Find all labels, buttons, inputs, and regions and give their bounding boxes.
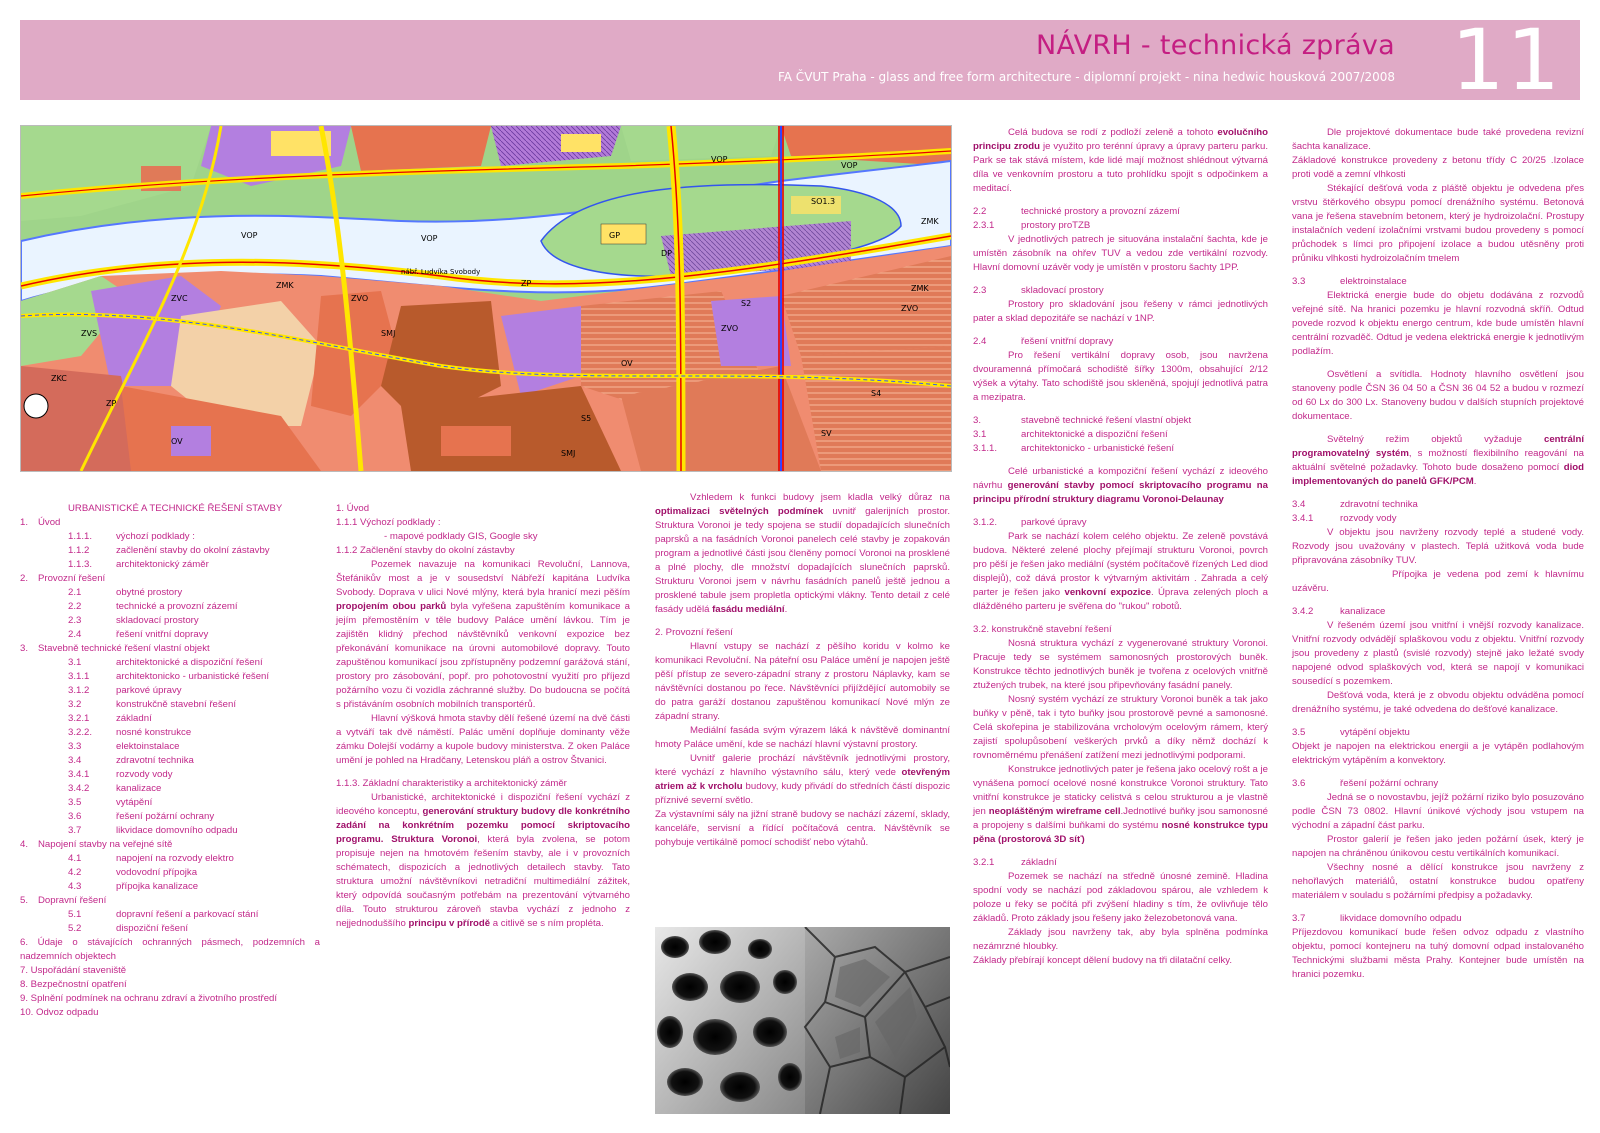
section-heading: 3.4 zdravotní technika — [1292, 499, 1418, 510]
toc-item-number: 4.3 — [68, 881, 82, 892]
paragraph: Urbanistické, architektonické i dispoziční řešení vychází z ideového konceptu, generování struktury budovy dle konkrétního zadání na konkrétním pozemku pomocí skriptovacího programu. Struktura Voronoi, která byla zvolena, se potom propisuje nejen na hmotovém řešením stavby, ale i v provozních schématech, dispozicích a jednotlivých detailech stavby. Tato struktura umožní návštěvníkovi netradiční multimediální zážitek, který odpovídá současným potřebám na prezentování výtvarného díla. Touto strukturou zároveň stavba vychází z jednoho z nejjednoduššího principu v přírodě a citlivě se s ním propléta. — [336, 792, 630, 929]
section-heading: 1.1.3. Základní charakteristiky a architektonický záměr — [336, 778, 567, 789]
paragraph: Základy přebírají koncept dělení budovy na tři dilatační celky. — [973, 955, 1232, 966]
toc-item — [20, 698, 320, 712]
toc-item-number: 2.4 — [68, 629, 82, 640]
toc-item-number: 1. — [20, 517, 29, 528]
toc-item-label: nosné konstrukce — [116, 727, 192, 738]
toc-item-label: konstrukčně stavební řešení — [116, 699, 236, 710]
paragraph: Osvětlení a svítidla. Hodnoty hlavního osvětlení jsou stanoveny podle ČSN 36 04 50 a ČSN 36 04 52 a budou v rozmezí od 60 Lx do 300 Lx. Stanoveny budou v dalších stupních projektové dokumentace. — [1292, 369, 1584, 422]
paragraph: Světelný režim objektů vyžaduje centrální programovatelný systém, s možností flexibilního reagování na aktuální světelné požadavky. Tohoto bude dosaženo pomocí diod implementovaných do panelů GFK/PCM. — [1292, 434, 1585, 487]
paragraph: Nosný systém vychází ze struktury Voronoi buněk a tak jako buňky v pěně, tak i tyto buňky jsou prostorově pevné a samonosné. Celá skořepina je stabilizována vrcholovým ocelovým rámem, který zajistí spolupůsobení veškerých prvků a díky němž dochází k rovnoměrnému přenášení zatížení mezi jednotlivými podporami. — [973, 694, 1268, 761]
toc-item — [20, 894, 320, 908]
toc-item-number: 2.1 — [68, 587, 82, 598]
toc-item-number: 4.2 — [68, 867, 82, 878]
toc-item-number: 3.2 — [68, 699, 82, 710]
toc-item-label: Napojení stavby na veřejné sítě — [38, 839, 173, 850]
toc-item-label: vodovodní přípojka — [116, 867, 198, 878]
map-label: ZKC — [51, 374, 67, 383]
toc-item-number: 4.1 — [68, 853, 82, 864]
toc-item-label: dispoziční řešení — [116, 923, 188, 934]
section-heading: 2.3 skladovací prostory — [973, 285, 1104, 296]
paragraph: Základové konstrukce provedeny z betonu třídy C 20/25 .Izolace proti vodě a zemní vlhkosti — [1292, 155, 1584, 180]
paragraph: Nosná struktura vychází z vygenerované struktury Voronoi. Pracuje tedy se systémem samonosných prostorových buněk. Konstrukce těchto jednotlivých buněk je tvořena z ocelových vnitřně ztužených trubek, na které jsou připevňovány fasádní panely. — [973, 638, 1268, 691]
section-heading: 3.4.1 rozvody vody — [1292, 513, 1397, 524]
paragraph: Vzhledem k funkci budovy jsem kladla velký důraz na optimalizaci světelných podmínek uvnitř galerijních prostor. Struktura Voronoi je tedy spojena se studií dopadajících slunečních paprsků a na fasádních Voronoi panelech celé stavby je zopakován program a jednotlivé části jsou členěny pomocí Voronoi na prosklené a plné plochy, dle množství dopadajících slunečních paprsků. Strukturu Voronoi jsem v návrhu fasádních panelů ještě jednou a prosklené tabule jsem propletla optickými vlákny. Tento detail z celé fasády udělá fasádu mediální. — [655, 492, 950, 615]
toc-item — [20, 880, 320, 894]
toc-item — [20, 712, 320, 726]
toc-item-number: 3.1.2 — [68, 685, 90, 696]
section-heading: 2.2 technické prostory a provozní zázemí — [973, 206, 1180, 217]
toc-column — [20, 502, 320, 1020]
paragraph: Celá budova se rodí z podloží zeleně a tohoto evolučního principu zrodu je využito pro terénní úpravy a úpravy parteru parku. Park se tak stává místem, kde lidé mají možnost shlédnout výtvarná díla ve venkovním prostoru a tuto prohlídku spojit s odpočinkem a meditací. — [973, 127, 1268, 194]
toc-item-label: zdravotní technika — [116, 755, 194, 766]
map-label: ZVO — [721, 324, 739, 333]
toc-item — [20, 544, 320, 558]
toc-item — [20, 810, 320, 824]
toc-item-label: začlenění stavby do okolní zástavby — [116, 545, 270, 556]
toc-item-number: 3.4.1 — [68, 769, 90, 780]
toc-item-label: Dopravní řešení — [38, 895, 107, 906]
section-heading: 3.1 architektonické a dispoziční řešení — [973, 429, 1168, 440]
toc-item-number: 2.2 — [68, 601, 82, 612]
paragraph: Přípojka je vedena pod zemí k hlavnímu uzávěru. — [1292, 569, 1584, 594]
toc-item-label: elektoinstalace — [116, 741, 180, 752]
section-heading: 3.4.2 kanalizace — [1292, 606, 1386, 617]
list-item: - mapové podklady GIS, Google sky — [384, 531, 538, 542]
section-heading: 3.2. konstrukčně stavební řešení — [973, 624, 1112, 635]
section-heading: 3.3 elektroinstalace — [1292, 276, 1407, 287]
toc-item-number: 2. — [20, 573, 29, 584]
voronoi-structure-photo — [655, 927, 950, 1114]
map-label: ZVS — [81, 329, 98, 338]
toc-item-number: 3.7 — [68, 825, 82, 836]
toc-item-number: 3.2.1 — [68, 713, 90, 724]
map-label: S5 — [581, 414, 592, 423]
toc-item-number: 4. — [20, 839, 29, 850]
toc-item — [20, 530, 320, 544]
toc-item-label: obytné prostory — [116, 587, 183, 598]
intro-column — [336, 502, 630, 931]
paragraph: Uvnitř galerie prochází návštěvník jednotlivými prostory, které vychází z hlavního výstavního sálu, který vede otevřeným atriem až k vrcholu budovy, kudy přivádí do středních částí dispozic příznivé severní světlo. — [655, 753, 950, 806]
toc-item-number: 3.3 — [68, 741, 82, 752]
toc-item-label: kanalizace — [116, 783, 162, 794]
map-label: ZMK — [911, 284, 929, 293]
section-heading: 2. Provozní řešení — [655, 627, 733, 638]
toc-item-number: 5. — [20, 895, 29, 906]
map-label: VOP — [241, 231, 258, 240]
map-label: VOP — [841, 161, 858, 170]
toc-item-label: architektonický záměr — [116, 559, 209, 570]
toc-item-number: 2.3 — [68, 615, 82, 626]
section-heading: 3.7 likvidace domovního odpadu — [1292, 913, 1462, 924]
toc-item: 7. Uspořádání staveniště — [20, 965, 127, 976]
toc-item-label: řešení požární ochrany — [116, 811, 215, 822]
toc-item-label: architektonicko - urbanistické řešení — [116, 671, 270, 682]
toc-item-label: skladovací prostory — [116, 615, 199, 626]
section-heading: 3.1.1. architektonicko - urbanistické řešení — [973, 443, 1175, 454]
toc-item-number: 3.4 — [68, 755, 82, 766]
paragraph: Dle projektové dokumentace bude také provedena revizní šachta kanalizace. — [1292, 127, 1584, 152]
paragraph: Za výstavními sály na jižní straně budovy se nachází zázemí, sklady, kanceláře, servisní a řídící počítačová centra. Návštěvník se pohybuje vertikálně pomocí schodišť nebo výtahů. — [655, 809, 950, 848]
paragraph: V řešeném území jsou vnitřní i vnější rozvody kanalizace. Vnitřní rozvody odvádějí splaškovou vodu z objektu. Vnitřní rozvody jsou provedeny z plastů (svislé rozvody) stejně jako ležaté svody napojené odvod splaškových vod, která se napojí v komunikaci sousedící s pozemkem. — [1292, 620, 1584, 687]
section-heading: 1.1.1 Výchozí podklady : — [336, 517, 441, 528]
toc-item — [20, 824, 320, 838]
toc-item — [20, 656, 320, 670]
map-label: nábř. Ludvíka Svobody — [401, 268, 481, 276]
paragraph: V jednotlivých patrech je situována instalační šachta, kde je umístěn zásobník na ohřev TUV a vedou zde vertikální rozvody. Hlavní domovní uzávěr vody je umístěn v prostoru šachty 1PP. — [973, 234, 1268, 273]
section-heading: 3. stavebně technické řešení vlastní objekt — [973, 415, 1192, 426]
section-heading: 3.5 vytápění objektu — [1292, 727, 1410, 738]
paragraph: Elektrická energie bude do objetu dodávána z rozvodů veřejné sítě. Na hranici pozemku je hlavní rozvodná skříň. Odtud povede rozvod k objektu energo centrum, kde bude umístěn hlavní centrální rozvaděč. Odtud je vedena elektrická energie k jednotlivým podlažím. — [1292, 290, 1584, 357]
toc-item — [20, 754, 320, 768]
toc-item-label: řešení vnitřní dopravy — [116, 629, 209, 640]
paragraph: Pro řešení vertikální dopravy osob, jsou navržena dvouramenná přímočará schodiště šířky 1300m, obsahující 2/12 výšek a výtahy. Tato schodiště jsou skleněná, spojují jednotlivá patra a mezipatra. — [973, 350, 1268, 403]
map-label: DP — [661, 249, 672, 258]
paragraph: Hlavní vstupy se nachází z pěšího koridu v kolmo ke komunikaci Revoluční. Na páteřní osu Paláce umění je napojen ještě pěší přístup ze severo-západní strany z prostoru Náplavky, kam se návštěvníci dostanou po řece. Návštěvníci přijíždějící automobily se do patra garáží dostanou zapuštěnou komunikací Nové mlýn ze západní strany. — [655, 641, 950, 722]
section-heading: 1.1.2 Začlenění stavby do okolní zástavby — [336, 545, 515, 556]
toc-item-label: vytápění — [116, 797, 153, 808]
section-heading: 2.4 řešení vnitřní dopravy — [973, 336, 1114, 347]
toc-item — [20, 838, 320, 852]
toc-item — [20, 922, 320, 936]
paragraph: V objektu jsou navrženy rozvody teplé a studené vody. Rozvody jsou uvažovány v plastech. Teplá užitková voda bude připravována zásobníky TUV. — [1292, 527, 1584, 566]
toc-item-label: Stavebně technické řešení vlastní objekt — [38, 643, 210, 654]
paragraph: Mediální fasáda svým výrazem láká k návštěvě dominantní hmoty Paláce umění, kde se nachází hlavní výstavní prostory. — [655, 725, 950, 750]
toc-item-number: 3. — [20, 643, 29, 654]
toc-item-number: 1.1.2 — [68, 545, 90, 556]
paragraph: Všechny nosné a dělící konstrukce jsou navrženy z nehořlavých materiálů, ostatní konstrukce budou opatřeny materiálem v souladu s požárními předpisy a požadavky. — [1292, 862, 1584, 901]
toc-item-number: 3.4.2 — [68, 783, 90, 794]
toc-item-label: základní — [116, 713, 152, 724]
map-label: OV — [621, 359, 633, 368]
paragraph: Dešťová voda, která je z obvodu objektu odváděna pomocí drenážního systému, je také odvedena do dešťové kanalizace. — [1292, 690, 1584, 715]
map-label: ZMK — [921, 217, 939, 226]
paragraph: Pozemek navazuje na komunikaci Revoluční, Lannova, Štefánikův most a je v sousedství Nábřeží kapitána Ludvíka Svobody. Doprava v ulici Nové mlýny, která byla hranicí mezi pěším propojením obou parků byla vyřešena zapuštěním komunikace a jejím přemostěním v těle budovy Paláce umění lávkou. Tím je zajištěn klidný přechod návštěvníků venkovní expozice bez překonávání komunikace na úrovni automobilové dopravy. Touto zapuštěnou komunikací jsou zpřístupněny podzemní garážová stání, prostory pro zásobování, popř. pro pohotovostní využití pro příjezd požárního vozu či vozidla záchranné služby. Do budoucna se počítá s přistáváním osobních mobilních transportérů. — [336, 559, 630, 710]
paragraph: Prostory pro skladování jsou řešeny v rámci jednotlivých pater a sklad depozitáře se nachází v 1NP. — [973, 299, 1268, 324]
map-label: SO1.3 — [811, 197, 836, 206]
paragraph: Základy jsou navrženy tak, aby byla splněna podmínka nezámrzné hloubky. — [973, 927, 1268, 952]
toc-item-number: 3.6 — [68, 811, 82, 822]
map-label: GP — [609, 231, 621, 240]
toc-item-number: 3.1 — [68, 657, 82, 668]
toc-item — [20, 908, 320, 922]
section-heading: 2.3.1 prostory proTZB — [973, 220, 1091, 231]
toc-item — [20, 866, 320, 880]
map-label: ZVO — [351, 294, 369, 303]
toc-item — [20, 614, 320, 628]
paragraph: Příjezdovou komunikací bude řešen odvoz odpadu z vlastního objektu, pomocí kontejneru na tuhý domovní odpad instalovaného Technickými službami města Prahy. Kontejner bude umístěn na hranici pozemku. — [1292, 927, 1584, 980]
map-label: ZVO — [901, 304, 919, 313]
urban-plan-map — [20, 125, 952, 472]
paragraph: Hlavní výšková hmota stavby dělí řešené území na dvě části a vytváří tak dvě náměstí. Palác umění doplňuje dominanty věže zámku Dolejší vodárny a kupole budovy ministerstva. Z oken Paláce umění je pohled na Hradčany, Letenskou pláň a ostrov Štvanici. — [336, 713, 630, 766]
toc-item-label: výchozí podklady : — [116, 531, 195, 542]
toc-item — [20, 628, 320, 642]
paragraph: Park se nachází kolem celého objektu. Ze zeleně povstává budova. Některé zelené plochy přejímají strukturu Voronoi, povrch pro pěší je řešen jako mediální (systém počítačově řízených Led diod displejů), což dává prostor k výtvarným aktivitám . Zahrada a celý parter je řešen jako venkovní expozice. Úprava zelených ploch a dlážděného parteru je svěřena do "rukou" robotů. — [973, 531, 1269, 612]
toc-item-label: Provozní řešení — [38, 573, 106, 584]
map-label: SMJ — [381, 329, 396, 338]
toc-item-label: architektonické a dispoziční řešení — [116, 657, 263, 668]
page-subtitle: FA ČVUT Praha - glass and free form architecture - diplomní projekt - nina hedwic housková 2007/2008 — [777, 70, 1395, 84]
paragraph: Konstrukce jednotlivých pater je řešena jako ocelový rošt a je vynášena pomocí ocelové nosné konstrukce Voronoi struktury. Tato vnitřní konstrukce je staticky celistvá s celou strukturou a je vlastně jen neopláštěným wireframe cell.Jednotlivé buňky jsou samonosné a propojeny s dalšími buňkami do systému nosné konstrukce typu pěna (prostorová 3D síť) — [973, 764, 1268, 845]
toc-item: 6. Údaje o stávajících ochranných pásmech, podzemních a nadzemních objektech — [20, 937, 320, 962]
toc-item — [20, 600, 320, 614]
map-label: ZMK — [276, 281, 294, 290]
map-label: S4 — [871, 389, 882, 398]
map-label: ZP — [521, 279, 532, 288]
toc-item-label: parkové úpravy — [116, 685, 182, 696]
toc-item-number: 3.5 — [68, 797, 82, 808]
installations-column — [1292, 126, 1584, 982]
toc-item-label: rozvody vody — [116, 769, 173, 780]
map-label: VOP — [421, 234, 438, 243]
toc-item — [20, 670, 320, 684]
map-label: S2 — [741, 299, 752, 308]
header-banner — [20, 11, 1580, 109]
toc-item — [20, 586, 320, 600]
toc-tail — [20, 936, 320, 1020]
toc-item-label: napojení na rozvody elektro — [116, 853, 234, 864]
toc-item — [20, 796, 320, 810]
toc-item — [20, 852, 320, 866]
toc-item-number: 3.2.2. — [68, 727, 93, 738]
toc-item-number: 5.1 — [68, 909, 82, 920]
section-heading: 3.1.2. parkové úpravy — [973, 517, 1087, 528]
voronoi-photo-drawing — [655, 927, 950, 1114]
section-heading: 1. Úvod — [336, 503, 370, 514]
map-drawing — [21, 126, 951, 471]
paragraph: Prostor galerií je řešen jako jeden požární úsek, který je napojen na chráněnou únikovou cestu vertikálních komunikací. — [1292, 834, 1584, 859]
toc-item — [20, 740, 320, 754]
toc-item: 8. Bezpečnostní opatření — [20, 979, 127, 990]
map-label: OV — [171, 437, 183, 446]
provoz-column — [655, 491, 950, 850]
toc-item-number: 5.2 — [68, 923, 82, 934]
toc-item — [20, 782, 320, 796]
toc-item-label: přípojka kanalizace — [116, 881, 199, 892]
paragraph: Stékající dešťová voda z pláště objektu je odvedena přes vrstvu štěrkového obsypu pomocí drenážního systému. Betonová vana je řešena stavebním betonem, který je hydroizolační. Prostupy instalačních vedení izolačními vrstvami budou provedeny s pomocí průchodek s límci pro připojení izolace a budou utěsněny proti průniku vlhkosti hydroizolačním tmelem — [1292, 183, 1584, 264]
map-label: ZVC — [171, 294, 188, 303]
tech-column — [973, 126, 1268, 968]
paragraph: Jedná se o novostavbu, jejíž požární riziko bylo posuzováno podle ČSN 73 0802. Hlavní únikové východy jsou vstupem na východní a západní část parku. — [1292, 792, 1584, 831]
toc-item-number: 1.1.1. — [68, 531, 93, 542]
toc-item-label: dopravní řešení a parkovací stání — [116, 909, 259, 920]
toc-item — [20, 642, 320, 656]
paragraph: Celé urbanistické a kompoziční řešení vychází z ideového návrhu generování stavby pomocí skriptovacího programu na principu přírodní struktury diagramu Voronoi-Delaunay — [973, 466, 1268, 505]
toc-item-number: 1.1.3. — [68, 559, 93, 570]
toc-heading: URBANISTICKÉ A TECHNICKÉ ŘEŠENÍ STAVBY — [68, 503, 283, 514]
map-label: SV — [821, 429, 832, 438]
paragraph: Objekt je napojen na elektrickou energii a je vytápěn podlahovým elektrickým vytápěním a konvektory. — [1292, 741, 1584, 766]
section-heading: 3.6 řešení požární ochrany — [1292, 778, 1439, 789]
page-number: 11 — [1451, 11, 1562, 109]
map-label: VOP — [711, 155, 728, 164]
map-label: SMJ — [561, 449, 576, 458]
section-heading: 3.2.1 základní — [973, 857, 1057, 868]
toc-item-number: 3.1.1 — [68, 671, 90, 682]
toc-item — [20, 726, 320, 740]
toc-item-label: likvidace domovního odpadu — [116, 825, 238, 836]
toc-item — [20, 516, 320, 530]
toc-item-label: Úvod — [38, 517, 61, 528]
toc-item — [20, 684, 320, 698]
toc-list — [20, 516, 320, 936]
toc-item — [20, 768, 320, 782]
toc-item: 9. Splnění podmínek na ochranu zdraví a životního prostředí — [20, 993, 278, 1004]
toc-item-label: technické a provozní zázemí — [116, 601, 238, 612]
map-label: ZP — [106, 399, 117, 408]
page-title: NÁVRH - technická zpráva — [1036, 30, 1395, 61]
toc-item — [20, 572, 320, 586]
toc-item — [20, 558, 320, 572]
toc-item: 10. Odvoz odpadu — [20, 1007, 99, 1018]
paragraph: Pozemek se nachází na středně únosné zemině. Hladina spodní vody se nachází pod základovou spárou, ale vzhledem k poloze u řeky se počítá při zvýšení hladiny s tím, že ovlivňuje tělo základů. Proto základy jsou řešeny jako železobetonová vana. — [973, 871, 1268, 924]
